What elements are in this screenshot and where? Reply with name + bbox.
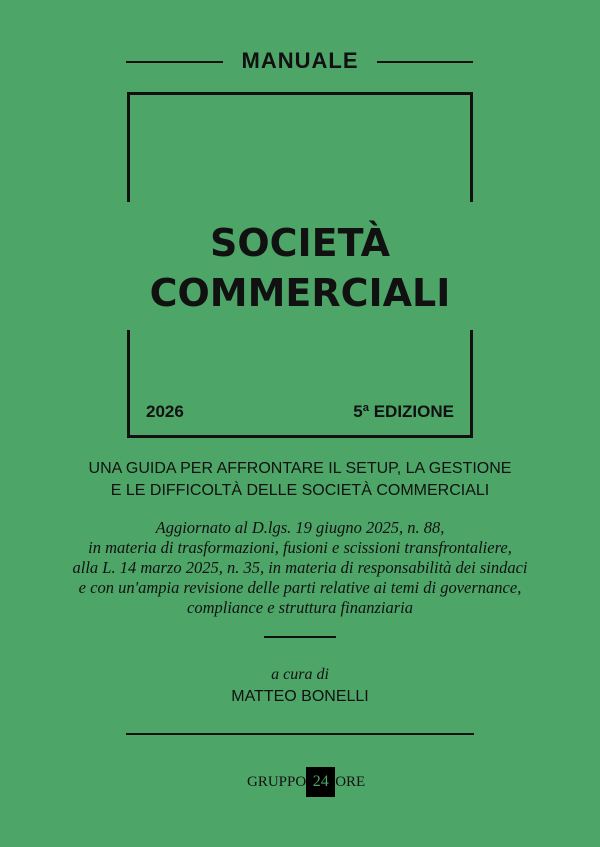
series-label: MANUALE	[241, 48, 359, 73]
divider-short	[264, 636, 336, 638]
frame-bottom	[128, 435, 472, 438]
series-rule-right	[377, 61, 473, 63]
author-name: MATTEO BONELLI	[231, 688, 369, 705]
publisher-logo	[247, 767, 365, 797]
divider-long	[126, 733, 474, 735]
description-line: Aggiornato al D.lgs. 19 giugno 2025, n. 88,	[155, 518, 445, 537]
description-line: alla L. 14 marzo 2025, n. 35, in materia di responsabilità dei sindaci	[72, 558, 528, 577]
title-line-1: SOCIETÀ	[209, 221, 391, 265]
book-title	[0, 218, 600, 318]
description-line: in materia di trasformazioni, fusioni e scissioni transfrontaliere,	[88, 538, 512, 557]
title-line-2: COMMERCIALI	[149, 271, 451, 315]
logo-text-right: ORE	[335, 773, 366, 790]
logo-box: 24	[306, 767, 335, 797]
frame-right-upper	[470, 92, 473, 202]
frame-left-lower	[127, 330, 130, 438]
description-line: compliance e struttura finanziaria	[187, 598, 413, 617]
description-line: e con un'ampia revisione delle parti relative ai temi di governance,	[78, 578, 522, 597]
edition: 5ª EDIZIONE	[353, 402, 454, 421]
logo-text-left: GRUPPO	[247, 773, 307, 790]
year: 2026	[146, 402, 184, 421]
subtitle-line: E LE DIFFICOLTÀ DELLE SOCIETÀ COMMERCIALI	[110, 482, 490, 499]
frame-top	[128, 92, 472, 95]
subtitle	[0, 458, 600, 502]
subtitle-line: UNA GUIDA PER AFFRONTARE IL SETUP, LA GESTIONE	[88, 460, 512, 477]
frame-right-lower	[470, 330, 473, 438]
frame-left-upper	[127, 92, 130, 202]
curator-label: a cura di	[271, 666, 329, 683]
description	[0, 518, 600, 618]
